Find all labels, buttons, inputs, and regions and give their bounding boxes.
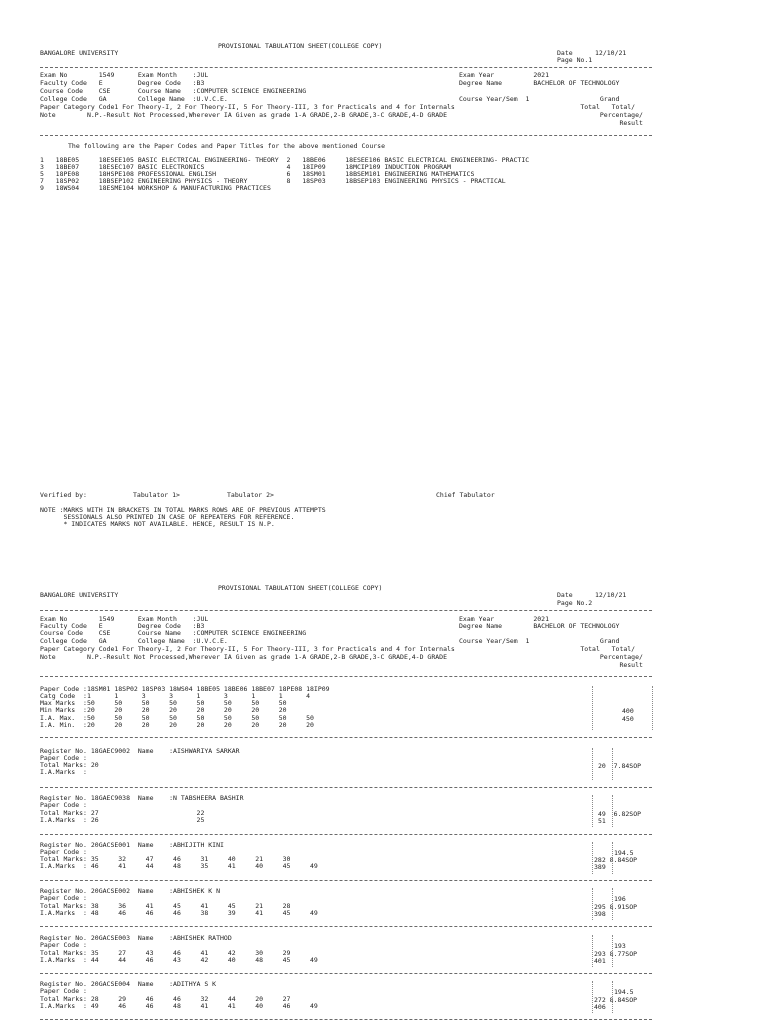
exam-info-line: Paper Category Code1 For Theory-I, 2 For Theory-II, 5 For Theory-III, 3 for Practicals and 4 for Internals [40,645,455,653]
date-value: 12/10/21 [595,591,627,599]
student-grand-total: 49 6.82SOP [598,810,642,818]
exam-info-line: Note N.P.-Result Not Processed,Wherever IA Given as grade 1-A GRADE,2-B GRADE,3-C GRADE,4-D GRADE [40,111,447,119]
student-ia-marks: I.A.Marks : [40,768,87,776]
divider [40,610,652,611]
student-ia-marks: I.A.Marks : 44 44 46 43 42 40 48 45 49 [40,956,318,964]
course-row: 3 18BE07 18ESEC107 BASIC ELECTRONICS 4 18IP09 18MCIP109 INDUCTION PROGRAM [40,163,451,171]
column-separator [592,748,593,780]
student-register-line: Register No. 20GACSE003 Name :ABHISHEK RATHOD [40,934,232,942]
exam-info-line: Faculty Code E Degree Code :B3 [40,622,205,630]
student-total-marks: Total Marks: 27 22 [40,809,205,817]
ia-min-row: I.A. Min. :20 20 20 20 20 20 20 20 20 [40,721,314,729]
exam-info-line: College Code GA College Name :U.V.C.E. [40,95,228,103]
verified-by-label: Verified by: [40,491,87,499]
note-line: SESSIONALS ALSO PRINTED IN CASE OF REPEATERS FOR REFERENCE. [40,513,295,521]
max-marks-row: Max Marks :50 50 50 50 50 50 50 50 [40,699,287,707]
course-row: 1 18BE05 18ESEE105 BASIC ELECTRICAL ENGINEERING- THEORY 2 18BE06 18ESEE106 BASIC ELECTRICAL ENGINEERING- PRACTIC [40,156,530,164]
student-total-marks: Total Marks: 28 29 46 46 32 44 20 27 [40,995,291,1003]
student-ia-marks: I.A.Marks : 48 46 46 46 38 39 41 45 49 [40,909,318,917]
note-line: * INDICATES MARKS NOT AVAILABLE. HENCE, RESULT IS N.P. [40,520,275,528]
student-grand-total: 295 8.91SOP [594,903,638,911]
divider [40,737,652,738]
column-separator [592,981,593,1013]
divider [40,880,652,881]
exam-info-line: Paper Category Code1 For Theory-I, 2 For Theory-II, 5 For Theory-III, 3 for Practicals and 4 for Internals [40,103,455,111]
student-paper-code: Paper Code : [40,941,87,949]
exam-info-right: Course Year/Sem 1 Grand [459,637,620,645]
student-ia-total: 401 [594,957,606,965]
student-grand-score: 193 [614,942,626,950]
column-separator [592,888,593,920]
student-ia-total: 51 [598,817,606,825]
min-marks-row: Min Marks :20 20 20 20 20 20 20 20 [40,706,287,714]
student-grand-score: 196 [614,895,626,903]
student-grand-score: 194.5 [614,849,634,857]
student-register-line: Register No. 18GAEC9038 Name :N TABSHEERA BASHIR [40,794,244,802]
date-label: Date [557,591,573,599]
exam-info-right: Degree Name BACHELOR OF TECHNOLOGY [459,622,620,630]
university-name: BANGALORE UNIVERSITY [40,49,119,57]
student-grand-total: 20 7.84SOP [598,762,642,770]
student-register-line: Register No. 20GACSE002 Name :ABHISHEK K N [40,887,221,895]
exam-info-line: Course Code CSE Course Name :COMPUTER SCIENCE ENGINEERING [40,87,307,95]
date-label: Date [557,49,573,57]
student-register-line: Register No. 18GAEC9002 Name :AISHWARIYA SARKAR [40,747,240,755]
student-grand-total: 293 8.77SOP [594,950,638,958]
exam-info-right: Total Total/ [459,645,636,653]
exam-info-right: Course Year/Sem 1 Grand [459,95,620,103]
divider [40,787,652,788]
course-row: 7 18SP02 18BSEP102 ENGINEERING PHYSICS - THEORY 8 18SP03 18BSEP103 ENGINEERING PHYSICS - PRACTICAL [40,177,506,185]
column-separator [592,935,593,967]
column-separator [592,795,593,827]
exam-info-line: College Code GA College Name :U.V.C.E. [40,637,228,645]
page-number: Page No.2 [557,599,593,607]
student-paper-code: Paper Code : [40,754,87,762]
sheet-title: PROVISIONAL TABULATION SHEET(COLLEGE COPY) [218,584,383,592]
student-ia-marks: I.A.Marks : 26 25 [40,816,205,824]
tabulator-1-label: Tabulator 1> [133,491,180,499]
column-separator [612,748,613,780]
exam-info-right: Result [459,661,643,669]
exam-info-right: Percentage/ [459,653,643,661]
divider [40,973,652,974]
course-row: 9 18WS04 18ESME104 WORKSHOP & MANUFACTURING PRACTICES [40,184,271,192]
divider [40,834,652,835]
column-separator [652,686,653,730]
student-grand-total: 282 8.84SOP [594,856,638,864]
column-separator [612,888,613,920]
max-total-value: 400 [622,707,634,715]
note-line: NOTE :MARKS WITH IN BRACKETS IN TOTAL MARKS ROWS ARE OF PREVIOUS ATTEMPTS [40,506,326,514]
student-ia-total: 398 [594,910,606,918]
column-separator [592,842,593,874]
student-ia-total: 406 [594,1003,606,1011]
divider [40,1019,652,1020]
page-number: Page No.1 [557,56,593,64]
exam-info-right: Total Total/ [459,103,636,111]
exam-info-right: Exam Year 2021 [459,71,550,79]
student-paper-code: Paper Code : [40,848,87,856]
column-separator [612,842,613,874]
student-ia-total: 389 [594,863,606,871]
exam-info-right: Result [459,119,643,127]
exam-info-line: Course Code CSE Course Name :COMPUTER SCIENCE ENGINEERING [40,629,307,637]
student-grand-total: 272 8.84SOP [594,996,638,1004]
university-name: BANGALORE UNIVERSITY [40,591,119,599]
category-code-row: Catg Code :1 1 3 3 1 3 1 1 4 [40,692,311,700]
exam-info-right: Percentage/ [459,111,643,119]
chief-tabulator-label: Chief Tabulator [436,491,495,499]
divider [40,676,652,677]
student-ia-marks: I.A.Marks : 49 46 46 48 41 41 40 46 49 [40,1002,318,1010]
ia-total-value: 450 [622,715,634,723]
divider [40,926,652,927]
course-list-intro: The following are the Paper Codes and Paper Titles for the above mentioned Course [68,142,385,150]
column-separator [612,935,613,967]
student-register-line: Register No. 20GACSE004 Name :ADITHYA S K [40,980,217,988]
student-register-line: Register No. 20GACSE001 Name :ABHIJITH KINI [40,841,224,849]
student-ia-marks: I.A.Marks : 46 41 44 48 35 41 40 45 49 [40,862,318,870]
course-row: 5 18PE08 18HSPE108 PROFESSIONAL ENGLISH 6 18SM01 18BSEM101 ENGINEERING MATHEMATICS [40,170,475,178]
student-grand-score: 194.5 [614,988,634,996]
sheet-title: PROVISIONAL TABULATION SHEET(COLLEGE COPY) [218,42,383,50]
student-paper-code: Paper Code : [40,894,87,902]
student-total-marks: Total Marks: 20 [40,761,99,769]
tabulator-2-label: Tabulator 2> [227,491,274,499]
exam-info-line: Exam No 1549 Exam Month :JUL [40,71,209,79]
date-value: 12/10/21 [595,49,627,57]
exam-info-right: Degree Name BACHELOR OF TECHNOLOGY [459,79,620,87]
column-separator [592,686,593,730]
ia-max-row: I.A. Max. :50 50 50 50 50 50 50 50 50 [40,714,314,722]
student-total-marks: Total Marks: 35 27 43 46 41 42 30 29 [40,949,291,957]
column-separator [612,981,613,1013]
exam-info-line: Faculty Code E Degree Code :B3 [40,79,205,87]
column-separator [612,795,613,827]
student-paper-code: Paper Code : [40,987,87,995]
exam-info-right: Exam Year 2021 [459,615,550,623]
student-total-marks: Total Marks: 35 32 47 46 31 40 21 30 [40,855,291,863]
exam-info-line: Exam No 1549 Exam Month :JUL [40,615,209,623]
student-total-marks: Total Marks: 38 36 41 45 41 45 21 28 [40,902,291,910]
paper-code-row: Paper Code :18SM01 18SP02 18SP03 18WS04 18BE05 18BE06 18BE07 18PE08 18IP09 [40,685,330,693]
student-paper-code: Paper Code : [40,801,87,809]
exam-info-line: Note N.P.-Result Not Processed,Wherever IA Given as grade 1-A GRADE,2-B GRADE,3-C GRADE,4-D GRADE [40,653,447,661]
